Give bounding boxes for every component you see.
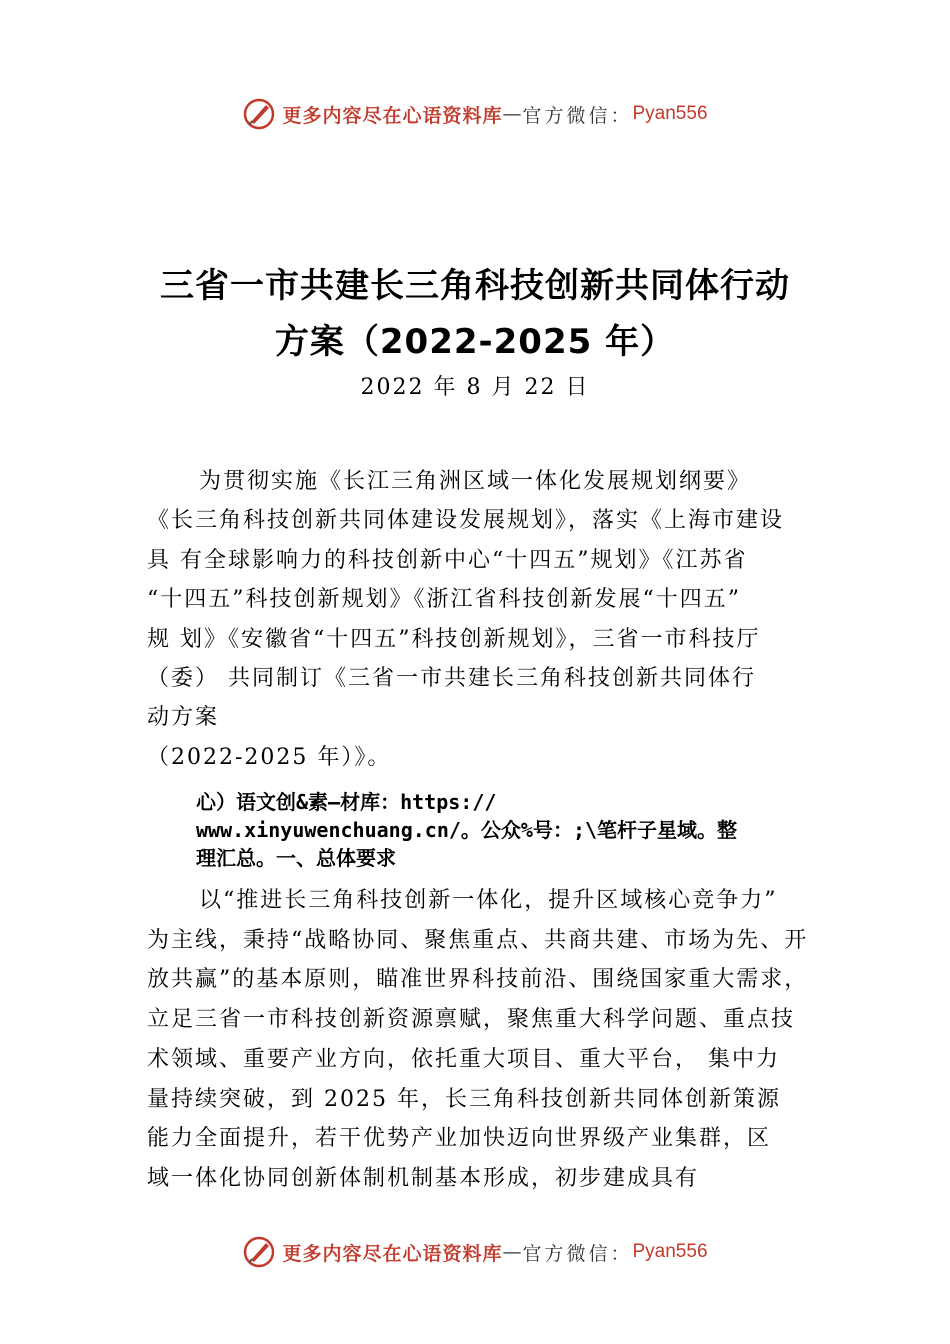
banner-separator: — bbox=[502, 103, 523, 125]
paragraph-line: 术领域、重要产业方向，依托重大项目、重大平台， 集中力 bbox=[147, 1046, 780, 1072]
paragraph-line: （委） 共同制订《三省一市共建长三角科技创新共同体行 bbox=[147, 666, 756, 692]
quill-seal-logo-icon bbox=[242, 1235, 276, 1269]
title-line: 方案（2022-2025 年） bbox=[274, 322, 676, 362]
paragraph-line: 量持续突破，到 2025 年，长三角科技创新共同体创新策源 bbox=[147, 1086, 781, 1112]
banner-wechat-id: Pyan556 bbox=[632, 1241, 708, 1262]
paragraph-line: 为主线，秉持“战略协同、聚焦重点、共商共建、市场为先、开 bbox=[147, 927, 809, 953]
paragraph-line: 以“推进长三角科技创新一体化，提升区域核心竞争力” bbox=[199, 888, 778, 913]
paragraph-line: 《长三角科技创新共同体建设发展规划》，落实《上海市建设 bbox=[147, 508, 785, 534]
banner-wechat-label: 官方微信： bbox=[522, 104, 633, 127]
paragraph-line: “十四五”科技创新规划》《浙江省科技创新发展“十四五” bbox=[147, 587, 741, 613]
paragraph-line: 放共赢”的基本原则，瞄准世界科技前沿、围绕国家重大需求， bbox=[147, 967, 809, 993]
header-banner bbox=[0, 94, 950, 134]
paragraph-line: 域一体化协同创新体制机制基本形成，初步建成具有 bbox=[147, 1165, 700, 1191]
document-date: 2022 年 8 月 22 日 bbox=[360, 375, 590, 400]
paragraph-line: 动方案 bbox=[147, 705, 220, 731]
title-line: 三省一市共建长三角科技创新共同体行动 bbox=[160, 266, 790, 306]
quill-seal-logo-icon bbox=[242, 97, 276, 131]
banner-brand-text: 更多内容尽在心语资料库 bbox=[282, 1242, 503, 1265]
paragraph-line: （2022-2025 年）》。 bbox=[147, 744, 392, 770]
footer-banner bbox=[0, 1232, 950, 1272]
source-note bbox=[196, 788, 836, 872]
source-note-line: 理汇总。一、总体要求 bbox=[196, 846, 396, 870]
paragraph-line: 规 划》《安徽省“十四五”科技创新规划》，三省一市科技厅 bbox=[147, 626, 761, 652]
document-title bbox=[0, 258, 950, 370]
banner-wechat-label: 官方微信： bbox=[522, 1242, 633, 1265]
source-note-line: www.xinyuwenchuang.cn/。公众%号：;\笔杆子星域。整 bbox=[196, 818, 738, 842]
banner-separator: — bbox=[502, 1241, 523, 1263]
banner-wechat-id: Pyan556 bbox=[632, 103, 708, 124]
requirements-paragraph bbox=[147, 881, 837, 1199]
paragraph-line: 立足三省一市科技创新资源禀赋，聚焦重大科学问题、重点技 bbox=[147, 1007, 796, 1033]
paragraph-line: 能力全面提升，若干优势产业加快迈向世界级产业集群，区 bbox=[147, 1126, 772, 1152]
intro-paragraph bbox=[147, 462, 837, 777]
paragraph-line: 具 有全球影响力的科技创新中心“十四五”规划》《江苏省 bbox=[147, 547, 748, 573]
banner-brand-text: 更多内容尽在心语资料库 bbox=[282, 104, 503, 127]
paragraph-line: 为贯彻实施《长江三角洲区域一体化发展规划纲要》 bbox=[199, 469, 752, 494]
source-note-line: 心）语文创&素—材库：https:// bbox=[196, 790, 497, 814]
